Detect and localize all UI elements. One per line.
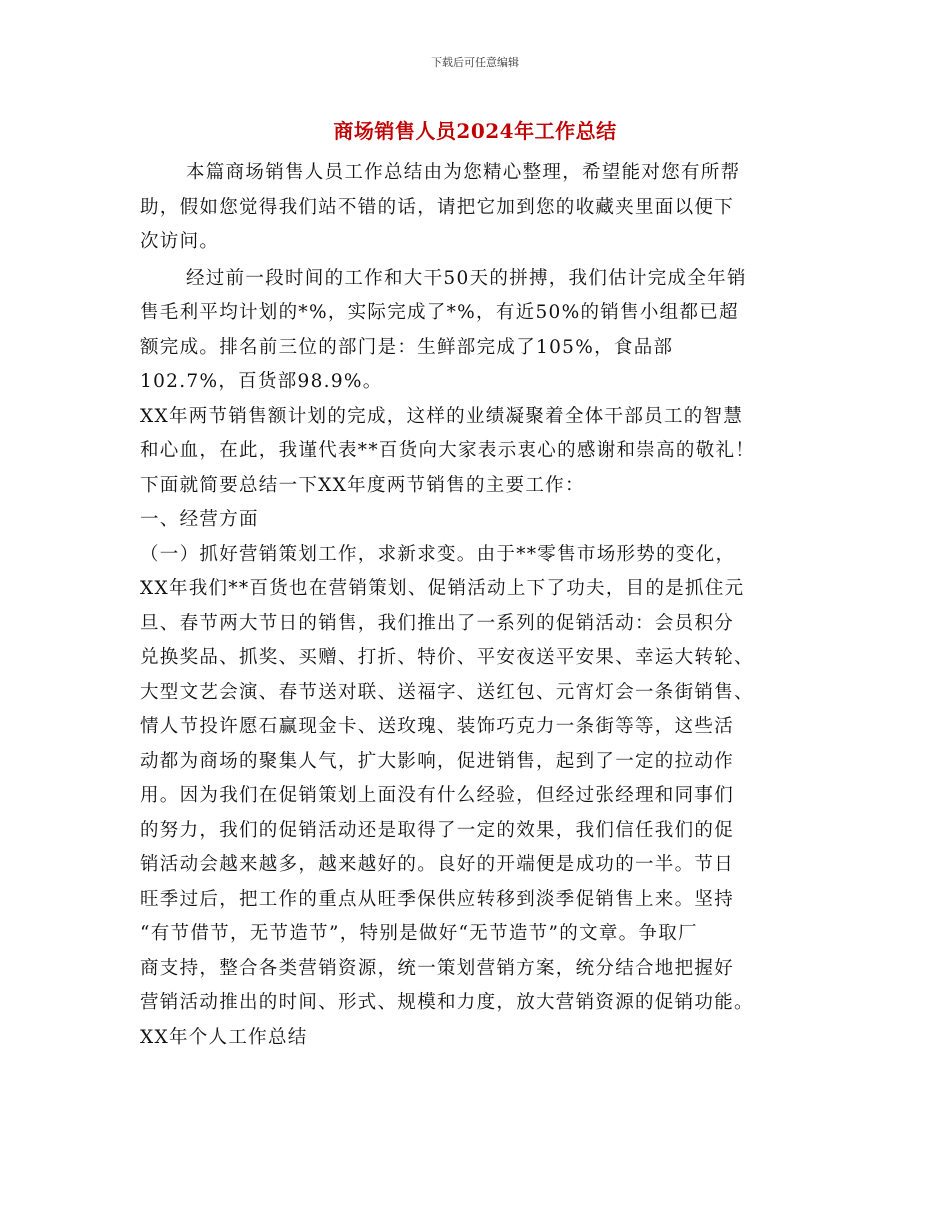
paragraph-line: 102.7%，百货部98.9%。	[140, 371, 383, 392]
paragraph-line: 助，假如您觉得我们站不错的话，请把它加到您的收藏夹里面以便下	[140, 196, 735, 218]
paragraph-line: 旺季过后，把工作的重点从旺季保供应转移到淡季促销售上来。坚持	[140, 888, 735, 910]
paragraph-line: 售毛利平均计划的*%，实际完成了*%，有近50%的销售小组都已超	[140, 302, 739, 323]
paragraph-line: 动都为商场的聚集人气，扩大影响，促进销售，起到了一定的拉动作	[140, 750, 735, 772]
document-body	[140, 156, 818, 1055]
paragraph-line: 本篇商场销售人员工作总结由为您精心整理，希望能对您有所帮	[186, 162, 741, 183]
paragraph-line: 大型文艺会演、春节送对联、送福字、送红包、元宵灯会一条街销售、	[140, 681, 754, 703]
paragraph-line: 次访问。	[140, 231, 220, 252]
document-title: 商场销售人员2024年工作总结	[333, 119, 617, 143]
paragraph-line: XX年我们**百货也在营销策划、促销活动上下了功夫，目的是抓住元	[140, 578, 745, 599]
paragraph-line: 销活动会越来越多，越来越好的。良好的开端便是成功的一半。节日	[140, 854, 735, 875]
paragraph-line: 营销活动推出的时间、形式、规模和力度，放大营销资源的促销功能。	[140, 992, 754, 1013]
paragraph-line: 情人节投许愿石赢现金卡、送玫瑰、装饰巧克力一条街等等，这些活	[140, 716, 735, 737]
paragraph-line: 商支持，整合各类营销资源，统一策划营销方案，统分结合地把握好	[140, 957, 735, 979]
paragraph-line: （一）抓好营销策划工作，求新求变。由于**零售市场形势的变化，	[140, 543, 736, 565]
page-header: 下载后可任意编辑	[431, 56, 519, 69]
paragraph-line: XX年两节销售额计划的完成，这样的业绩凝聚着全体干部员工的智慧	[140, 405, 744, 427]
paragraph-line: 旦、春节两大节日的销售，我们推出了一系列的促销活动：会员积分	[140, 612, 735, 634]
paragraph-line: “有节借节，无节造节”，特别是做好“无节造节”的文章。争取厂	[140, 923, 698, 944]
paragraph-line: 额完成。排名前三位的部门是：生鲜部完成了105%，食品部	[140, 336, 674, 358]
paragraph-line: 下面就简要总结一下XX年度两节销售的主要工作：	[140, 474, 585, 496]
paragraph-line: 和心血，在此，我谨代表**百货向大家表示衷心的感谢和崇高的敬礼！	[140, 440, 756, 461]
paragraph-line: 兑换奖品、抓奖、买赠、打折、特价、平安夜送平安果、幸运大转轮、	[140, 647, 754, 668]
paragraph-line: 用。因为我们在促销策划上面没有什么经验，但经过张经理和同事们	[140, 785, 735, 806]
section-heading: 一、经营方面	[140, 509, 259, 530]
paragraph-line: 的努力，我们的促销活动还是取得了一定的效果，我们信任我们的促	[140, 819, 735, 841]
paragraph-line: 经过前一段时间的工作和大干50天的拼搏，我们估计完成全年销	[186, 267, 747, 289]
paragraph-line: XX年个人工作总结	[140, 1026, 308, 1048]
